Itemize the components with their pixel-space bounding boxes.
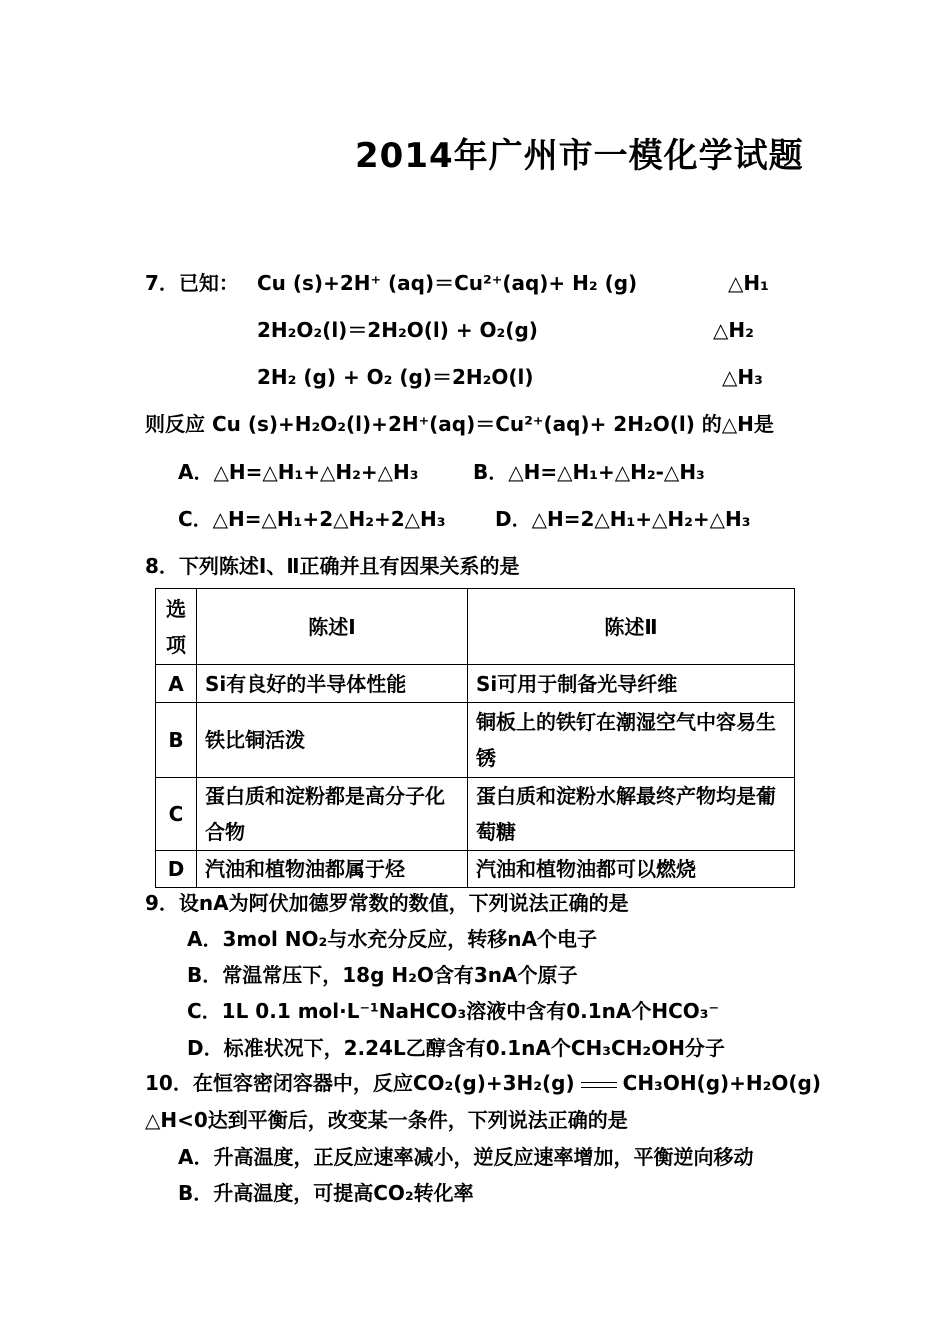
q10-head [145,1070,821,1096]
q7-question: 则反应 Cu (s)+H₂O₂(l)+2H⁺(aq)＝Cu²⁺(aq)+ 2H₂O(l) 的△H是 [145,412,774,436]
row-statement-1: 蛋白质和淀粉都是高分子化合物 [197,778,468,851]
q7-option-a: A．△H=△H₁+△H₂+△H₃ [178,460,419,484]
q10-option-b: B．升高温度，可提高CO₂转化率 [178,1181,474,1205]
table-row [156,851,795,888]
q7-equation-1: Cu (s)+2H⁺ (aq)＝Cu²⁺(aq)+ H₂ (g) [257,271,638,295]
q10-head-left: 10．在恒容密闭容器中，反应CO₂(g)+3H₂(g) [145,1071,575,1095]
equilibrium-arrow-icon [581,1080,617,1090]
q7-equation-2: 2H₂O₂(l)＝2H₂O(l) + O₂(g) [257,318,538,342]
q7-option-b: B．△H=△H₁+△H₂-△H₃ [473,460,705,484]
q9-head: 9．设nA为阿伏加德罗常数的数值，下列说法正确的是 [145,891,629,915]
header-option: 选项 [156,589,197,665]
row-statement-2: Si可用于制备光导纤维 [468,665,795,703]
header-statement-1: 陈述Ⅰ [197,589,468,665]
q7-head: 7．已知： [145,271,239,295]
row-statement-1: Si有良好的半导体性能 [197,665,468,703]
q7-enthalpy-2: △H₂ [713,318,754,342]
q7-option-d: D．△H=2△H₁+△H₂+△H₃ [495,507,751,531]
q7-option-c: C．△H=△H₁+2△H₂+2△H₃ [178,507,446,531]
row-statement-2: 汽油和植物油都可以燃烧 [468,851,795,888]
q7-enthalpy-1: △H₁ [728,271,769,295]
q9-option-b: B．常温常压下，18g H₂O含有3nA个原子 [187,963,578,987]
table-row [156,665,795,703]
row-statement-1: 铁比铜活泼 [197,703,468,778]
q9-option-d: D．标准状况下，2.24L乙醇含有0.1nA个CH₃CH₂OH分子 [187,1036,725,1060]
row-option: B [156,703,197,778]
q7-enthalpy-3: △H₃ [722,365,763,389]
row-option: A [156,665,197,703]
q8-head: 8．下列陈述Ⅰ、Ⅱ正确并且有因果关系的是 [145,554,520,578]
row-option: C [156,778,197,851]
q10-condition: △H<0达到平衡后，改变某一条件，下列说法正确的是 [145,1108,628,1132]
table-row [156,703,795,778]
q7-equation-3: 2H₂ (g) + O₂ (g)＝2H₂O(l) [257,365,534,389]
table-header-row [156,589,795,665]
row-statement-2: 铜板上的铁钉在潮湿空气中容易生锈 [468,703,795,778]
row-statement-1: 汽油和植物油都属于烃 [197,851,468,888]
q9-option-a: A．3mol NO₂与水充分反应，转移nA个电子 [187,927,598,951]
q9-option-c: C．1L 0.1 mol·L⁻¹NaHCO₃溶液中含有0.1nA个HCO₃⁻ [187,999,720,1023]
q8-table [155,588,795,888]
q10-option-a: A．升高温度，正反应速率减小，逆反应速率增加，平衡逆向移动 [178,1145,754,1169]
page-title: 2014年广州市一模化学试题 [355,136,804,176]
row-statement-2: 蛋白质和淀粉水解最终产物均是葡萄糖 [468,778,795,851]
row-option: D [156,851,197,888]
q10-head-right: CH₃OH(g)+H₂O(g) [622,1071,822,1095]
header-statement-2: 陈述Ⅱ [468,589,795,665]
table-row [156,778,795,851]
